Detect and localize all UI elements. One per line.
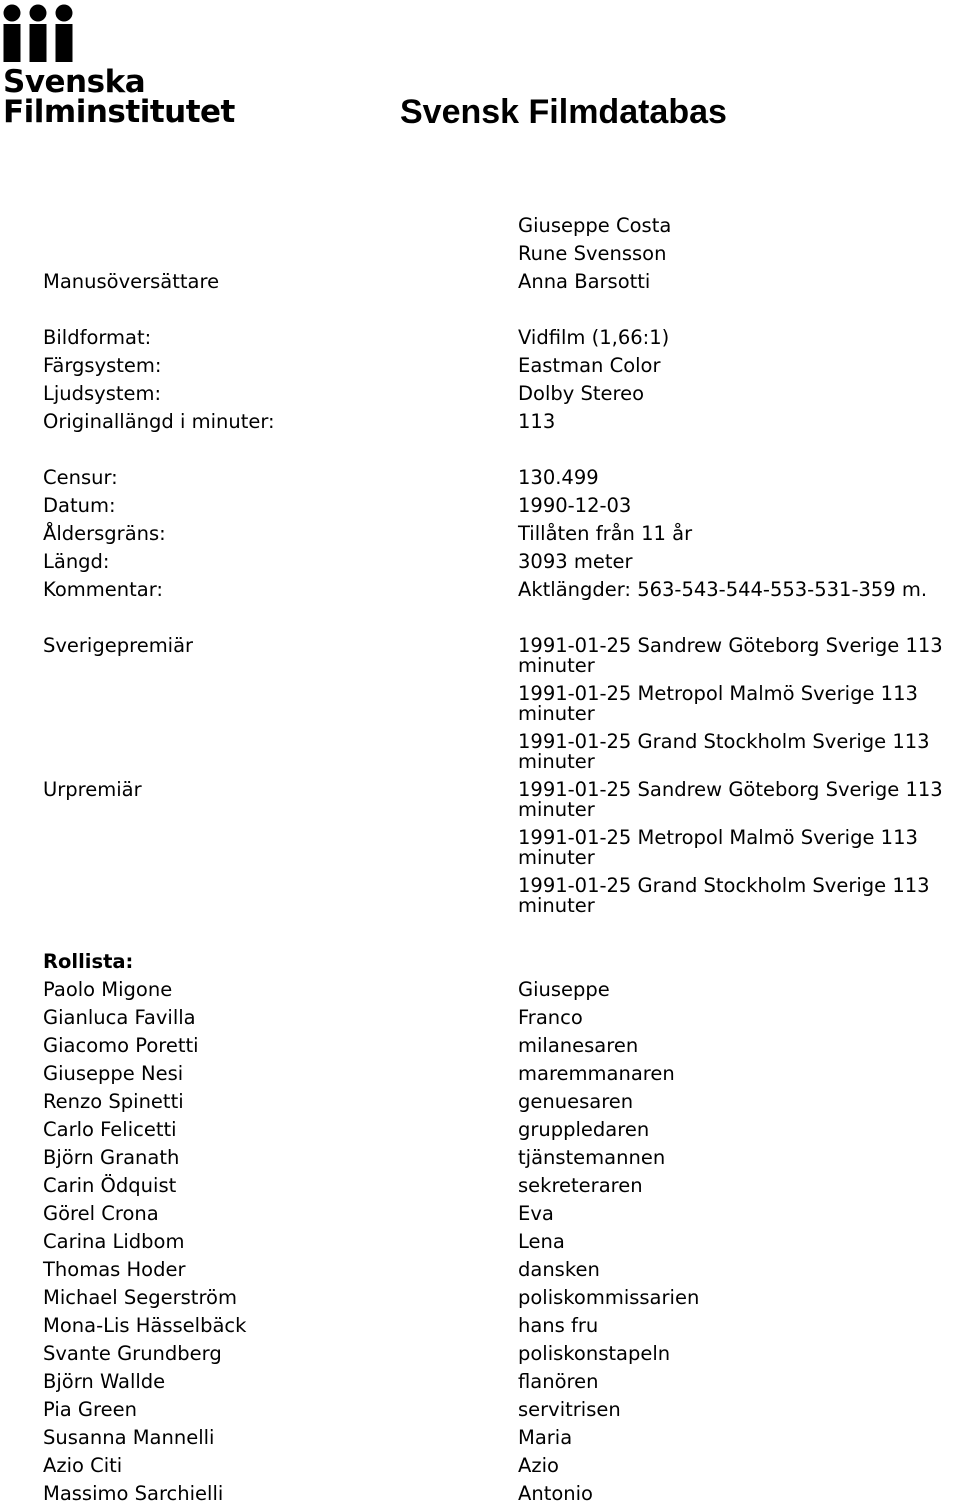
cast-actor: Björn Granath: [43, 1146, 180, 1169]
cast-actor: Giacomo Poretti: [43, 1034, 199, 1057]
cast-actor: Carlo Felicetti: [43, 1118, 177, 1141]
logo-text-line1: Svenska: [3, 64, 146, 100]
cast-role: genuesaren: [518, 1090, 634, 1113]
logo-mark-icon: [3, 4, 83, 66]
field-label: Färgsystem:: [43, 354, 162, 377]
cast-actor: Mona-Lis Hässelbäck: [43, 1314, 247, 1337]
cast-role: poliskommissarien: [518, 1286, 700, 1309]
credit-person: Anna Barsotti: [518, 270, 651, 293]
field-value: 113: [518, 410, 556, 433]
cast-role: tjänstemannen: [518, 1146, 666, 1169]
cast-actor: Görel Crona: [43, 1202, 159, 1225]
field-value: Tillåten från 11 år: [518, 522, 693, 545]
cast-actor: Michael Segerström: [43, 1286, 237, 1309]
field-value: 130.499: [518, 466, 599, 489]
field-label: Kommentar:: [43, 578, 163, 601]
premiere-entry: 1991-01-25 Sandrew Göteborg Sverige 113 minuter: [518, 634, 943, 677]
cast-role: servitrisen: [518, 1398, 621, 1421]
cast-role: maremmanaren: [518, 1062, 675, 1085]
field-label: Åldersgräns:: [43, 522, 166, 545]
field-label: Ljudsystem:: [43, 382, 162, 405]
credit-person: Rune Svensson: [518, 242, 667, 265]
field-label: Datum:: [43, 494, 116, 517]
field-label: Längd:: [43, 550, 110, 573]
cast-role: hans fru: [518, 1314, 599, 1337]
premiere-entry: 1991-01-25 Metropol Malmö Sverige 113 minuter: [518, 682, 918, 725]
cast-role: flanören: [518, 1370, 599, 1393]
cast-actor: Carina Lidbom: [43, 1230, 185, 1253]
cast-role: Azio: [518, 1454, 559, 1477]
cast-actor: Susanna Mannelli: [43, 1426, 215, 1449]
cast-role: Giuseppe: [518, 978, 610, 1001]
cast-actor: Thomas Hoder: [43, 1258, 186, 1281]
premiere-entry: 1991-01-25 Sandrew Göteborg Sverige 113 minuter: [518, 778, 943, 821]
cast-role: sekreteraren: [518, 1174, 643, 1197]
cast-actor: Björn Wallde: [43, 1370, 166, 1393]
field-value: Dolby Stereo: [518, 382, 645, 405]
cast-role: Lena: [518, 1230, 565, 1253]
cast-actor: Renzo Spinetti: [43, 1090, 184, 1113]
cast-actor: Giuseppe Nesi: [43, 1062, 184, 1085]
credit-person: Giuseppe Costa: [518, 214, 672, 237]
premiere-entry: 1991-01-25 Grand Stockholm Sverige 113 minuter: [518, 874, 930, 917]
cast-actor: Gianluca Favilla: [43, 1006, 196, 1029]
cast-actor: Svante Grundberg: [43, 1342, 222, 1365]
cast-actor: Azio Citi: [43, 1454, 123, 1477]
cast-role: milanesaren: [518, 1034, 639, 1057]
cast-role: Eva: [518, 1202, 554, 1225]
svenska-filminstitutet-logo: [3, 4, 235, 130]
cast-role: gruppledaren: [518, 1118, 650, 1141]
cast-role: dansken: [518, 1258, 600, 1281]
cast-role: poliskonstapeln: [518, 1342, 671, 1365]
premiere-entry: 1991-01-25 Metropol Malmö Sverige 113 minuter: [518, 826, 918, 869]
cast-role: Franco: [518, 1006, 583, 1029]
cast-actor: Carin Ödquist: [43, 1174, 177, 1197]
field-value: 1990-12-03: [518, 494, 632, 517]
cast-actor: Paolo Migone: [43, 978, 173, 1001]
field-value: Aktlängder: 563-543-544-553-531-359 m.: [518, 578, 928, 601]
field-label: Bildformat:: [43, 326, 152, 349]
field-value: Vidfilm (1,66:1): [518, 326, 670, 349]
sverigepremiar-label: Sverigepremiär: [43, 634, 194, 657]
credit-role-label: Manusöversättare: [43, 270, 220, 293]
field-value: Eastman Color: [518, 354, 661, 377]
urpremiar-label: Urpremiär: [43, 778, 142, 801]
cast-actor: Pia Green: [43, 1398, 137, 1421]
cast-role: Antonio: [518, 1482, 593, 1505]
logo-text-line2: Filminstitutet: [3, 94, 235, 130]
field-label: Originallängd i minuter:: [43, 410, 275, 433]
page-title: Svensk Filmdatabas: [400, 93, 727, 131]
cast-actor: Massimo Sarchielli: [43, 1482, 224, 1505]
field-value: 3093 meter: [518, 550, 633, 573]
cast-role: Maria: [518, 1426, 573, 1449]
field-label: Censur:: [43, 466, 118, 489]
cast-heading: Rollista:: [43, 950, 134, 973]
premiere-entry: 1991-01-25 Grand Stockholm Sverige 113 minuter: [518, 730, 930, 773]
